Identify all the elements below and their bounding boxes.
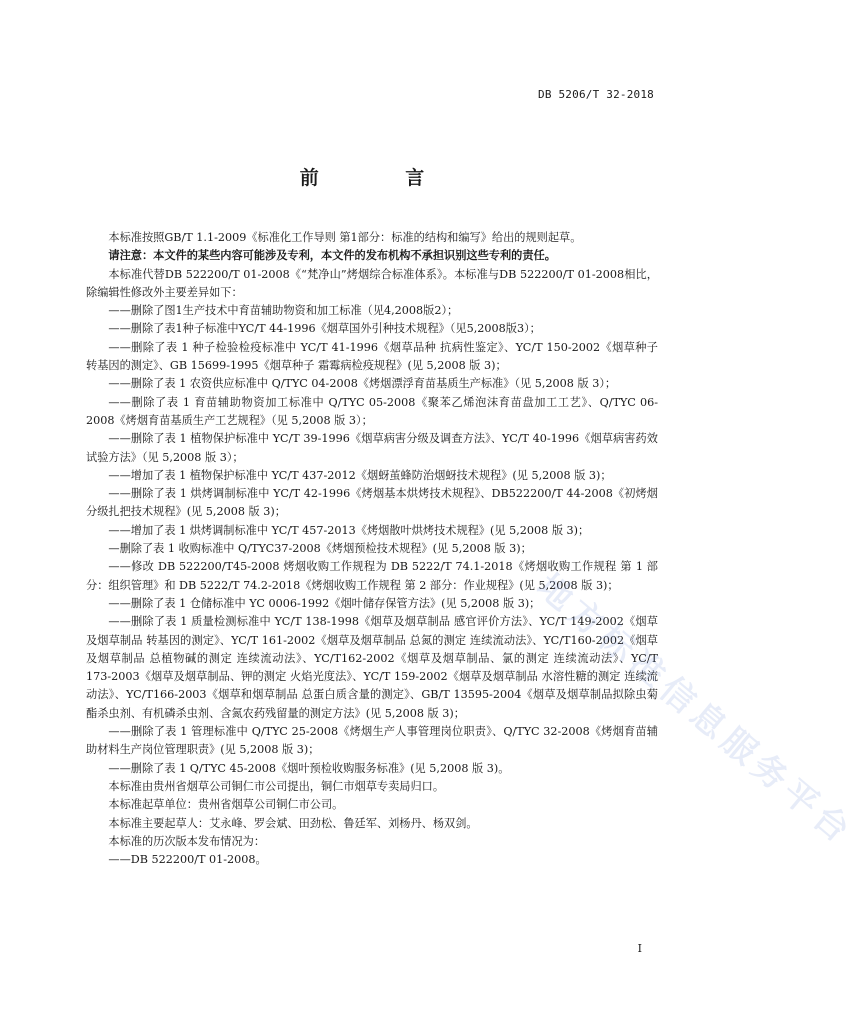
patent-notice: 请注意：本文件的某些内容可能涉及专利，本文件的发布机构不承担识别这些专利的责任。 <box>108 249 556 263</box>
paragraph: 本标准的历次版本发布情况为： <box>108 834 266 848</box>
list-item: ——删除了表 1 种子检验检疫标准中 YC/T 41-1996《烟草品种 抗病性鉴定》、YC/T 150-2002《烟草种子 转基因的测定》、GB 15699-1995《烟草种子 霜霉病检疫规程》(见 5,2008 版 3)； <box>86 340 658 373</box>
paragraph: 本标准主要起草人：艾永峰、罗会斌、田劲松、鲁廷军、刘杨丹、杨双剑。 <box>108 816 478 830</box>
paragraph: 本标准按照GB/T 1.1-2009《标准化工作导则 第1部分：标准的结构和编写》给出的规则起草。 <box>108 231 582 244</box>
paragraph: 本标准起草单位：贵州省烟草公司铜仁市公司。 <box>108 798 344 812</box>
list-item: ——删除了图1生产技术中育苗辅助物资和加工标准（见4,2008版2）； <box>108 304 459 318</box>
list-item: ——删除了表 1 育苗辅助物资加工标准中 Q/TYC 05-2008《聚苯乙烯泡沫育苗盘加工工艺》、Q/TYC 06-2008《烤烟育苗基质生产工艺规程》（见 5,2008 版 3）； <box>86 395 658 427</box>
page-title: 前 言 <box>299 167 465 189</box>
list-item: ——删除了表 1 Q/TYC 45-2008《烟叶预检收购服务标准》(见 5,2008 版 3)。 <box>108 761 510 775</box>
list-item: ——DB 522200/T 01-2008。 <box>108 853 267 867</box>
list-item: ——增加了表 1 烘烤调制标准中 YC/T 457-2013《烤烟散叶烘烤技术规程》(见 5,2008 版 3)； <box>108 523 590 537</box>
list-item: ——删除了表 1 仓储标准中 YC 0006-1992《烟叶储存保管方法》(见 5,2008 版 3)； <box>108 596 541 610</box>
list-item: ——修改 DB 522200/T45-2008 烤烟收购工作规程为 DB 5222/T 74.1-2018《烤烟收购工作规程 第 1 部分：组织管理》和 DB 5222/T 74.2-2018《烤烟收购工作规程 第 2 部分：作业规程》(见 5,2008 版 3)； <box>86 560 658 592</box>
standard-code: DB 5206/T 32-2018 <box>538 88 654 101</box>
list-item: ——增加了表 1 植物保护标准中 YC/T 437-2012《烟蚜茧蜂防治烟蚜技术规程》(见 5,2008 版 3)； <box>108 468 612 482</box>
list-item: ——删除了表 1 植物保护标准中 YC/T 39-1996《烟草病害分级及调查方法》、YC/T 40-1996《烟草病害药效试验方法》（见 5,2008 版 3）； <box>86 432 658 464</box>
list-item: ——删除了表 1 质量检测标准中 YC/T 138-1998《烟草及烟草制品 感官评价方法》、YC/T 149-2002《烟草及烟草制品 转基因的测定》、YC/T 161-2002《烟草及烟草制品 总氮的测定 连续流动法》、YC/T160-2002《烟草及烟草制品 总植物碱的测定 连续流动法》、YC/T162-2002《烟草及烟草制品、氯的测定 连续流动法》、YC/T 173-2003《烟草及烟草制品、钾的测定 火焰光度法》、YC/T 159-2002《烟草及烟草制品 水溶性糖的测定 连续流动法》、YC/T166-2003《烟草和烟草制品 总蛋白质含量的测定》、GB/T 13595-2004《烟草及烟草制品拟除虫菊酯杀虫剂、有机磷杀虫剂、含氮农药残留量的测定方法》(见 5,2008 版 3)； <box>86 615 658 720</box>
watermark: 地方标准信息服务平台 <box>529 566 862 854</box>
list-item: —删除了表 1 收购标准中 Q/TYC37-2008《烤烟预检技术规程》(见 5,2008 版 3)； <box>108 542 532 556</box>
paragraph: 本标准由贵州省烟草公司铜仁市公司提出，铜仁市烟草专卖局归口。 <box>108 779 445 793</box>
page-number: I <box>637 942 642 955</box>
paragraph: 本标准代替DB 522200/T 01-2008《“梵净山”烤烟综合标准体系》。本标准与DB 522200/T 01-2008相比，除编辑性修改外主要差异如下： <box>86 267 658 299</box>
list-item: ——删除了表 1 管理标准中 Q/TYC 25-2008《烤烟生产人事管理岗位职责》、Q/TYC 32-2008《烤烟育苗辅助材料生产岗位管理职责》(见 5,2008 版 3)； <box>86 725 658 757</box>
foreword-body <box>86 229 658 869</box>
list-item: ——删除了表1种子标准中YC/T 44-1996《烟草国外引种技术规程》（见5,2008版3）； <box>108 322 541 336</box>
list-item: ——删除了表 1 农资供应标准中 Q/TYC 04-2008《烤烟漂浮育苗基质生产标准》（见 5,2008 版 3）； <box>108 377 617 391</box>
list-item: ——删除了表 1 烘烤调制标准中 YC/T 42-1996《烤烟基本烘烤技术规程》、DB522200/T 44-2008《初烤烟分级扎把技术规程》(见 5,2008 版 3)； <box>86 487 658 519</box>
